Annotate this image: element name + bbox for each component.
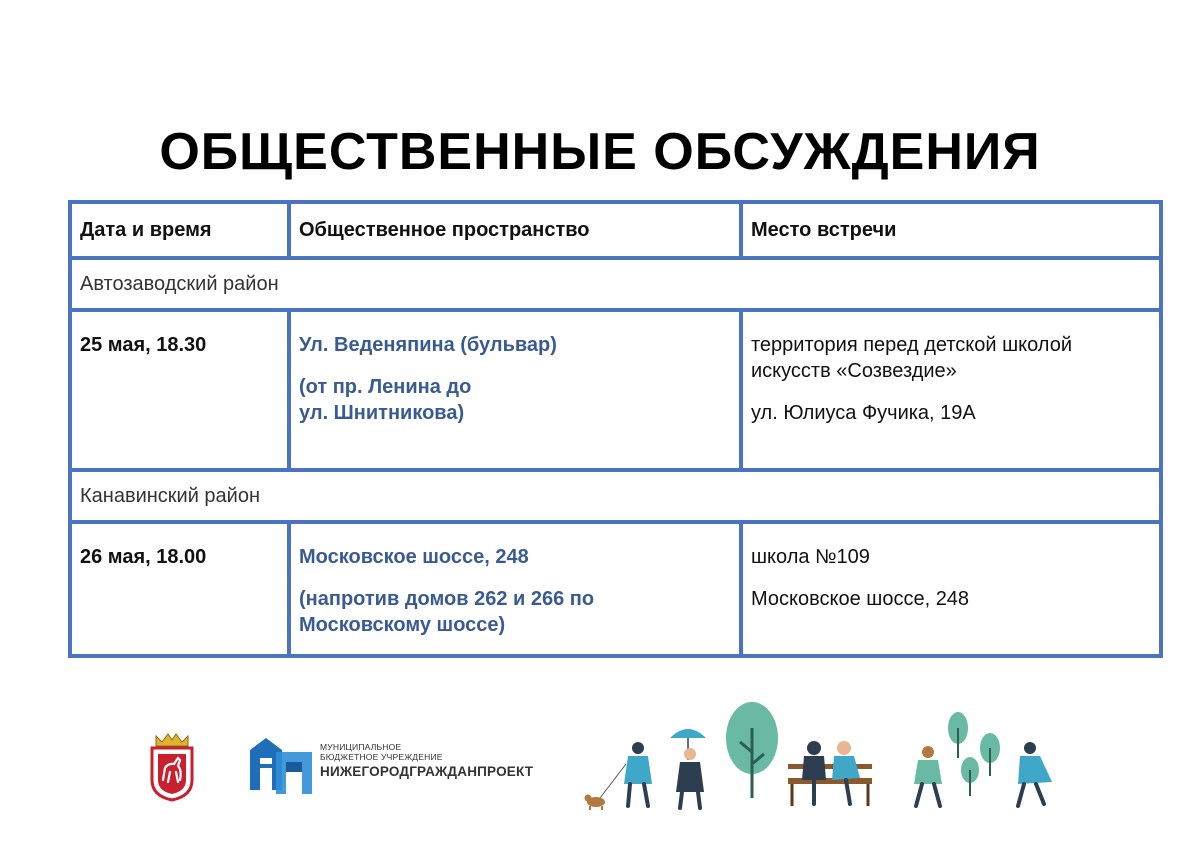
header-date-time: Дата и время xyxy=(70,202,289,258)
space-detail-line: Московскому шоссе) xyxy=(299,614,506,636)
space-name: Ул. Веденяпина (бульвар) xyxy=(299,334,557,356)
place-name xyxy=(751,332,1151,384)
nizhny-novgorod-coat-of-arms-icon xyxy=(148,730,196,802)
space-name: Московское шоссе, 248 xyxy=(299,546,529,568)
umbrella-person-figure xyxy=(670,729,706,808)
place-address: Московское шоссе, 248 xyxy=(751,588,970,610)
space-detail-line: (от пр. Ленина до xyxy=(299,376,472,398)
place-name: школа №109 xyxy=(751,546,870,568)
small-trees-figure xyxy=(948,712,1000,796)
meeting-place-cell xyxy=(741,310,1161,470)
district-row xyxy=(70,470,1161,522)
space-detail xyxy=(299,374,731,426)
footer xyxy=(0,690,1200,820)
date-time-cell: 25 мая, 18.30 xyxy=(70,310,289,470)
district-row xyxy=(70,258,1161,310)
space-detail-line: ул. Шнитникова) xyxy=(299,402,465,424)
space-detail-line: (напротив домов 262 и 266 по xyxy=(299,588,595,610)
page-title: ОБЩЕСТВЕННЫЕ ОБСУЖДЕНИЯ xyxy=(159,123,1041,181)
place-line: территория перед детской школой xyxy=(751,334,1072,356)
district-label: Автозаводский район xyxy=(70,258,1161,310)
bench-figure xyxy=(788,741,872,806)
walking-person-figure xyxy=(914,746,942,806)
org-name: НИЖЕГОРОДГРАЖДАНПРОЕКТ xyxy=(320,764,534,779)
dog-walker-figure xyxy=(585,742,653,810)
date-time-cell: 26 мая, 18.00 xyxy=(70,522,289,656)
public-space-cell xyxy=(289,522,741,656)
org-line: МУНИЦИПАЛЬНОЕ xyxy=(320,742,402,752)
table-row xyxy=(70,310,1161,470)
header-public-space: Общественное пространство xyxy=(289,202,741,258)
district-label: Канавинский район xyxy=(70,470,1161,522)
table-header-row xyxy=(70,202,1161,258)
schedule-table xyxy=(68,200,1163,658)
ngp-logo-icon xyxy=(246,728,316,800)
place-line: искусств «Созвездие» xyxy=(751,360,957,382)
header-meeting-place: Место встречи xyxy=(741,202,1161,258)
public-space-cell xyxy=(289,310,741,470)
walking-person-figure xyxy=(1018,742,1052,806)
space-detail xyxy=(299,586,731,638)
org-line: БЮДЖЕТНОЕ УЧРЕЖДЕНИЕ xyxy=(320,752,443,762)
place-address: ул. Юлиуса Фучика, 19А xyxy=(751,402,976,424)
park-people-illustration xyxy=(578,698,1068,818)
tree-figure xyxy=(726,702,778,798)
meeting-place-cell xyxy=(741,522,1161,656)
org-name-block xyxy=(320,742,533,779)
table-row xyxy=(70,522,1161,656)
